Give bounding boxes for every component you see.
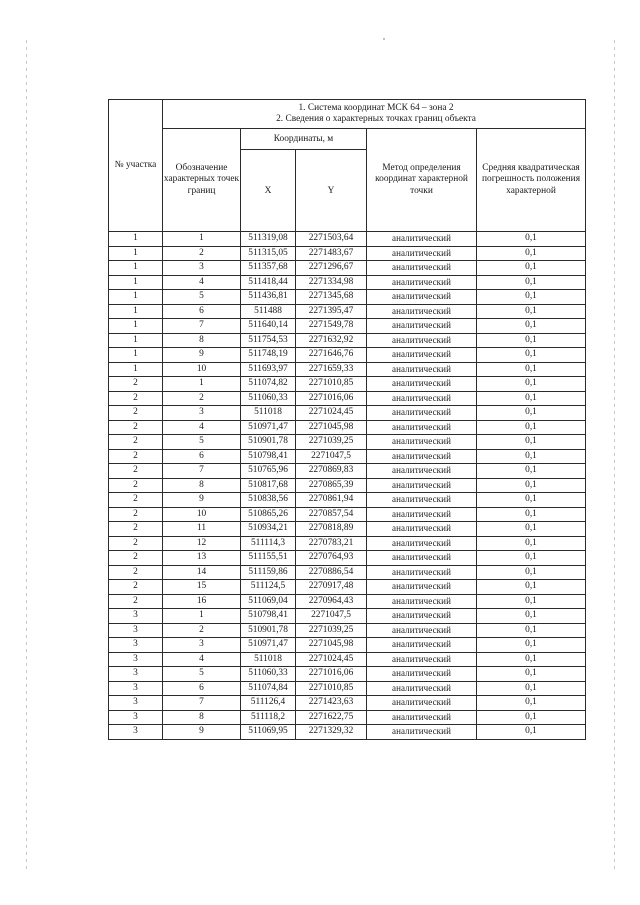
cell-method: аналитический <box>367 478 477 493</box>
cell-point: 2 <box>163 246 241 261</box>
cell-point: 3 <box>163 638 241 653</box>
cell-x: 511357,68 <box>241 261 296 276</box>
cell-parcel: 1 <box>109 348 163 363</box>
cell-accuracy: 0,1 <box>477 667 586 682</box>
cell-y: 2271016,06 <box>296 667 367 682</box>
cell-accuracy: 0,1 <box>477 580 586 595</box>
cell-point: 9 <box>163 348 241 363</box>
cell-point: 13 <box>163 551 241 566</box>
cell-accuracy: 0,1 <box>477 333 586 348</box>
cell-accuracy: 0,1 <box>477 406 586 421</box>
cell-parcel: 2 <box>109 449 163 464</box>
table-row <box>109 319 586 334</box>
cell-accuracy: 0,1 <box>477 391 586 406</box>
cell-x: 510971,47 <box>241 638 296 653</box>
cell-point: 1 <box>163 232 241 247</box>
cell-parcel: 2 <box>109 565 163 580</box>
cell-x: 511018 <box>241 652 296 667</box>
cell-method: аналитический <box>367 261 477 276</box>
cell-x: 511319,08 <box>241 232 296 247</box>
cell-method: аналитический <box>367 536 477 551</box>
cell-parcel: 2 <box>109 377 163 392</box>
cell-x: 510817,68 <box>241 478 296 493</box>
cell-y: 2271045,98 <box>296 638 367 653</box>
table-row <box>109 623 586 638</box>
cell-y: 2271039,25 <box>296 435 367 450</box>
cell-point: 5 <box>163 290 241 305</box>
header-coordinates: Координаты, м <box>241 129 367 150</box>
cell-method: аналитический <box>367 594 477 609</box>
cell-parcel: 3 <box>109 609 163 624</box>
cell-method: аналитический <box>367 507 477 522</box>
cell-accuracy: 0,1 <box>477 536 586 551</box>
cell-y: 2271024,45 <box>296 652 367 667</box>
cell-x: 511693,97 <box>241 362 296 377</box>
table-row <box>109 594 586 609</box>
table-row <box>109 232 586 247</box>
cell-y: 2271334,98 <box>296 275 367 290</box>
cell-x: 511060,33 <box>241 667 296 682</box>
table-row <box>109 609 586 624</box>
cell-y: 2271659,33 <box>296 362 367 377</box>
cell-method: аналитический <box>367 551 477 566</box>
header-accuracy: Средняя квадратическая погрешность положения характерной <box>477 129 586 232</box>
cell-point: 7 <box>163 464 241 479</box>
cell-method: аналитический <box>367 696 477 711</box>
table-row <box>109 652 586 667</box>
cell-x: 511748,19 <box>241 348 296 363</box>
table-row <box>109 464 586 479</box>
cell-x: 510765,96 <box>241 464 296 479</box>
cell-point: 4 <box>163 275 241 290</box>
cell-point: 5 <box>163 667 241 682</box>
cell-x: 510901,78 <box>241 435 296 450</box>
cell-parcel: 2 <box>109 551 163 566</box>
cell-parcel: 1 <box>109 261 163 276</box>
cell-point: 16 <box>163 594 241 609</box>
cell-parcel: 3 <box>109 710 163 725</box>
table-row <box>109 275 586 290</box>
cell-point: 14 <box>163 565 241 580</box>
cell-y: 2271632,92 <box>296 333 367 348</box>
table-row <box>109 246 586 261</box>
cell-y: 2271039,25 <box>296 623 367 638</box>
cell-y: 2270865,39 <box>296 478 367 493</box>
cell-parcel: 3 <box>109 696 163 711</box>
cell-point: 9 <box>163 493 241 508</box>
cell-parcel: 3 <box>109 667 163 682</box>
cell-accuracy: 0,1 <box>477 507 586 522</box>
table-row <box>109 565 586 580</box>
cell-point: 6 <box>163 449 241 464</box>
table-title <box>163 100 586 129</box>
cell-point: 5 <box>163 435 241 450</box>
cell-parcel: 1 <box>109 290 163 305</box>
header-x: X <box>241 150 296 232</box>
table-row <box>109 681 586 696</box>
cell-accuracy: 0,1 <box>477 594 586 609</box>
table-row <box>109 536 586 551</box>
cell-point: 6 <box>163 304 241 319</box>
cell-point: 3 <box>163 406 241 421</box>
cell-accuracy: 0,1 <box>477 362 586 377</box>
table-row <box>109 667 586 682</box>
cell-x: 511018 <box>241 406 296 421</box>
cell-y: 2270964,43 <box>296 594 367 609</box>
cell-parcel: 3 <box>109 681 163 696</box>
cell-x: 511114,3 <box>241 536 296 551</box>
cell-point: 2 <box>163 623 241 638</box>
cell-method: аналитический <box>367 435 477 450</box>
cell-y: 2271395,47 <box>296 304 367 319</box>
cell-accuracy: 0,1 <box>477 319 586 334</box>
cell-method: аналитический <box>367 348 477 363</box>
cell-x: 511418,44 <box>241 275 296 290</box>
cell-accuracy: 0,1 <box>477 377 586 392</box>
scan-margin-right <box>614 40 615 870</box>
cell-parcel: 2 <box>109 478 163 493</box>
table-row <box>109 551 586 566</box>
cell-method: аналитический <box>367 493 477 508</box>
table-row <box>109 333 586 348</box>
cell-accuracy: 0,1 <box>477 464 586 479</box>
cell-point: 1 <box>163 377 241 392</box>
cell-accuracy: 0,1 <box>477 522 586 537</box>
cell-y: 2270886,54 <box>296 565 367 580</box>
cell-accuracy: 0,1 <box>477 493 586 508</box>
cell-y: 2271622,75 <box>296 710 367 725</box>
cell-accuracy: 0,1 <box>477 246 586 261</box>
cell-accuracy: 0,1 <box>477 696 586 711</box>
cell-parcel: 2 <box>109 580 163 595</box>
cell-parcel: 1 <box>109 275 163 290</box>
cell-point: 7 <box>163 319 241 334</box>
cell-method: аналитический <box>367 362 477 377</box>
cell-method: аналитический <box>367 275 477 290</box>
cell-parcel: 3 <box>109 638 163 653</box>
cell-point: 1 <box>163 609 241 624</box>
cell-accuracy: 0,1 <box>477 551 586 566</box>
cell-x: 510838,56 <box>241 493 296 508</box>
cell-method: аналитический <box>367 710 477 725</box>
cell-x: 510798,41 <box>241 609 296 624</box>
cell-y: 2271045,98 <box>296 420 367 435</box>
cell-y: 2270857,54 <box>296 507 367 522</box>
cell-parcel: 1 <box>109 319 163 334</box>
cell-y: 2270764,93 <box>296 551 367 566</box>
cell-method: аналитический <box>367 725 477 740</box>
cell-accuracy: 0,1 <box>477 435 586 450</box>
cell-accuracy: 0,1 <box>477 290 586 305</box>
cell-accuracy: 0,1 <box>477 652 586 667</box>
cell-accuracy: 0,1 <box>477 623 586 638</box>
cell-method: аналитический <box>367 580 477 595</box>
cell-parcel: 2 <box>109 522 163 537</box>
cell-point: 10 <box>163 507 241 522</box>
table-row <box>109 725 586 740</box>
cell-y: 2270869,83 <box>296 464 367 479</box>
cell-method: аналитический <box>367 232 477 247</box>
cell-method: аналитический <box>367 246 477 261</box>
cell-x: 511436,81 <box>241 290 296 305</box>
cell-y: 2271010,85 <box>296 681 367 696</box>
cell-method: аналитический <box>367 623 477 638</box>
cell-x: 511155,51 <box>241 551 296 566</box>
cell-parcel: 1 <box>109 362 163 377</box>
cell-method: аналитический <box>367 565 477 580</box>
cell-accuracy: 0,1 <box>477 275 586 290</box>
cell-parcel: 3 <box>109 725 163 740</box>
cell-parcel: 2 <box>109 464 163 479</box>
cell-accuracy: 0,1 <box>477 681 586 696</box>
cell-point: 10 <box>163 362 241 377</box>
cell-method: аналитический <box>367 420 477 435</box>
cell-accuracy: 0,1 <box>477 478 586 493</box>
cell-x: 510865,26 <box>241 507 296 522</box>
cell-x: 511060,33 <box>241 391 296 406</box>
header-parcel-number: № участка <box>109 100 163 232</box>
cell-accuracy: 0,1 <box>477 304 586 319</box>
coordinates-table <box>108 99 586 740</box>
table-row <box>109 522 586 537</box>
cell-point: 11 <box>163 522 241 537</box>
header-y: Y <box>296 150 367 232</box>
cell-y: 2271483,67 <box>296 246 367 261</box>
table-row <box>109 710 586 725</box>
cell-method: аналитический <box>367 652 477 667</box>
header-point-designation: Обозначение характерных точек границ <box>163 129 241 232</box>
table-row <box>109 362 586 377</box>
cell-y: 2271329,32 <box>296 725 367 740</box>
cell-parcel: 3 <box>109 652 163 667</box>
cell-method: аналитический <box>367 304 477 319</box>
cell-parcel: 2 <box>109 391 163 406</box>
cell-accuracy: 0,1 <box>477 449 586 464</box>
cell-y: 2271345,68 <box>296 290 367 305</box>
table-row <box>109 261 586 276</box>
table-row <box>109 696 586 711</box>
cell-x: 511118,2 <box>241 710 296 725</box>
cell-x: 511754,53 <box>241 333 296 348</box>
cell-x: 511069,04 <box>241 594 296 609</box>
cell-y: 2271024,45 <box>296 406 367 421</box>
scan-speck <box>383 38 385 40</box>
cell-x: 510798,41 <box>241 449 296 464</box>
cell-y: 2270818,89 <box>296 522 367 537</box>
cell-x: 511069,95 <box>241 725 296 740</box>
cell-accuracy: 0,1 <box>477 609 586 624</box>
cell-y: 2271010,85 <box>296 377 367 392</box>
table-row <box>109 580 586 595</box>
cell-method: аналитический <box>367 667 477 682</box>
cell-parcel: 1 <box>109 333 163 348</box>
cell-x: 510971,47 <box>241 420 296 435</box>
cell-accuracy: 0,1 <box>477 348 586 363</box>
cell-y: 2271047,5 <box>296 609 367 624</box>
cell-x: 511074,82 <box>241 377 296 392</box>
cell-method: аналитический <box>367 290 477 305</box>
cell-method: аналитический <box>367 333 477 348</box>
cell-x: 511640,14 <box>241 319 296 334</box>
cell-point: 8 <box>163 478 241 493</box>
cell-parcel: 2 <box>109 507 163 522</box>
cell-parcel: 2 <box>109 594 163 609</box>
cell-method: аналитический <box>367 522 477 537</box>
cell-method: аналитический <box>367 681 477 696</box>
header-method: Метод определения координат характерной точки <box>367 129 477 232</box>
title-line-1: 1. Система координат МСК 64 – зона 2 <box>298 103 454 113</box>
cell-y: 2271423,63 <box>296 696 367 711</box>
table-row <box>109 507 586 522</box>
cell-accuracy: 0,1 <box>477 261 586 276</box>
cell-accuracy: 0,1 <box>477 232 586 247</box>
cell-point: 3 <box>163 261 241 276</box>
cell-y: 2271646,76 <box>296 348 367 363</box>
cell-point: 15 <box>163 580 241 595</box>
cell-y: 2271503,64 <box>296 232 367 247</box>
cell-accuracy: 0,1 <box>477 725 586 740</box>
cell-method: аналитический <box>367 464 477 479</box>
cell-point: 12 <box>163 536 241 551</box>
cell-x: 511074,84 <box>241 681 296 696</box>
table-row <box>109 348 586 363</box>
table-row <box>109 638 586 653</box>
cell-method: аналитический <box>367 449 477 464</box>
cell-point: 9 <box>163 725 241 740</box>
cell-x: 511124,5 <box>241 580 296 595</box>
cell-parcel: 2 <box>109 406 163 421</box>
table-row <box>109 478 586 493</box>
cell-x: 511159,86 <box>241 565 296 580</box>
cell-x: 511488 <box>241 304 296 319</box>
cell-y: 2270783,21 <box>296 536 367 551</box>
table-row <box>109 290 586 305</box>
cell-method: аналитический <box>367 406 477 421</box>
cell-method: аналитический <box>367 638 477 653</box>
table-row <box>109 304 586 319</box>
table-row <box>109 391 586 406</box>
cell-accuracy: 0,1 <box>477 710 586 725</box>
table-row <box>109 377 586 392</box>
cell-point: 2 <box>163 391 241 406</box>
cell-parcel: 2 <box>109 493 163 508</box>
cell-accuracy: 0,1 <box>477 565 586 580</box>
table-row <box>109 493 586 508</box>
cell-y: 2271549,78 <box>296 319 367 334</box>
cell-point: 8 <box>163 710 241 725</box>
cell-point: 8 <box>163 333 241 348</box>
table-row <box>109 435 586 450</box>
cell-y: 2270861,94 <box>296 493 367 508</box>
cell-x: 510934,21 <box>241 522 296 537</box>
cell-point: 7 <box>163 696 241 711</box>
cell-point: 4 <box>163 420 241 435</box>
cell-parcel: 1 <box>109 304 163 319</box>
cell-x: 510901,78 <box>241 623 296 638</box>
cell-point: 4 <box>163 652 241 667</box>
table-row <box>109 449 586 464</box>
cell-y: 2271296,67 <box>296 261 367 276</box>
cell-method: аналитический <box>367 319 477 334</box>
cell-parcel: 2 <box>109 435 163 450</box>
cell-parcel: 3 <box>109 623 163 638</box>
cell-parcel: 1 <box>109 246 163 261</box>
cell-method: аналитический <box>367 391 477 406</box>
cell-x: 511315,05 <box>241 246 296 261</box>
cell-accuracy: 0,1 <box>477 420 586 435</box>
title-line-2: 2. Сведения о характерных точках границ объекта <box>276 114 476 124</box>
cell-method: аналитический <box>367 609 477 624</box>
cell-y: 2271047,5 <box>296 449 367 464</box>
cell-parcel: 1 <box>109 232 163 247</box>
scan-margin-left <box>26 40 27 870</box>
cell-y: 2270917,48 <box>296 580 367 595</box>
cell-method: аналитический <box>367 377 477 392</box>
cell-accuracy: 0,1 <box>477 638 586 653</box>
cell-point: 6 <box>163 681 241 696</box>
cell-y: 2271016,06 <box>296 391 367 406</box>
table-row <box>109 406 586 421</box>
cell-parcel: 2 <box>109 420 163 435</box>
cell-x: 511126,4 <box>241 696 296 711</box>
table-row <box>109 420 586 435</box>
cell-parcel: 2 <box>109 536 163 551</box>
